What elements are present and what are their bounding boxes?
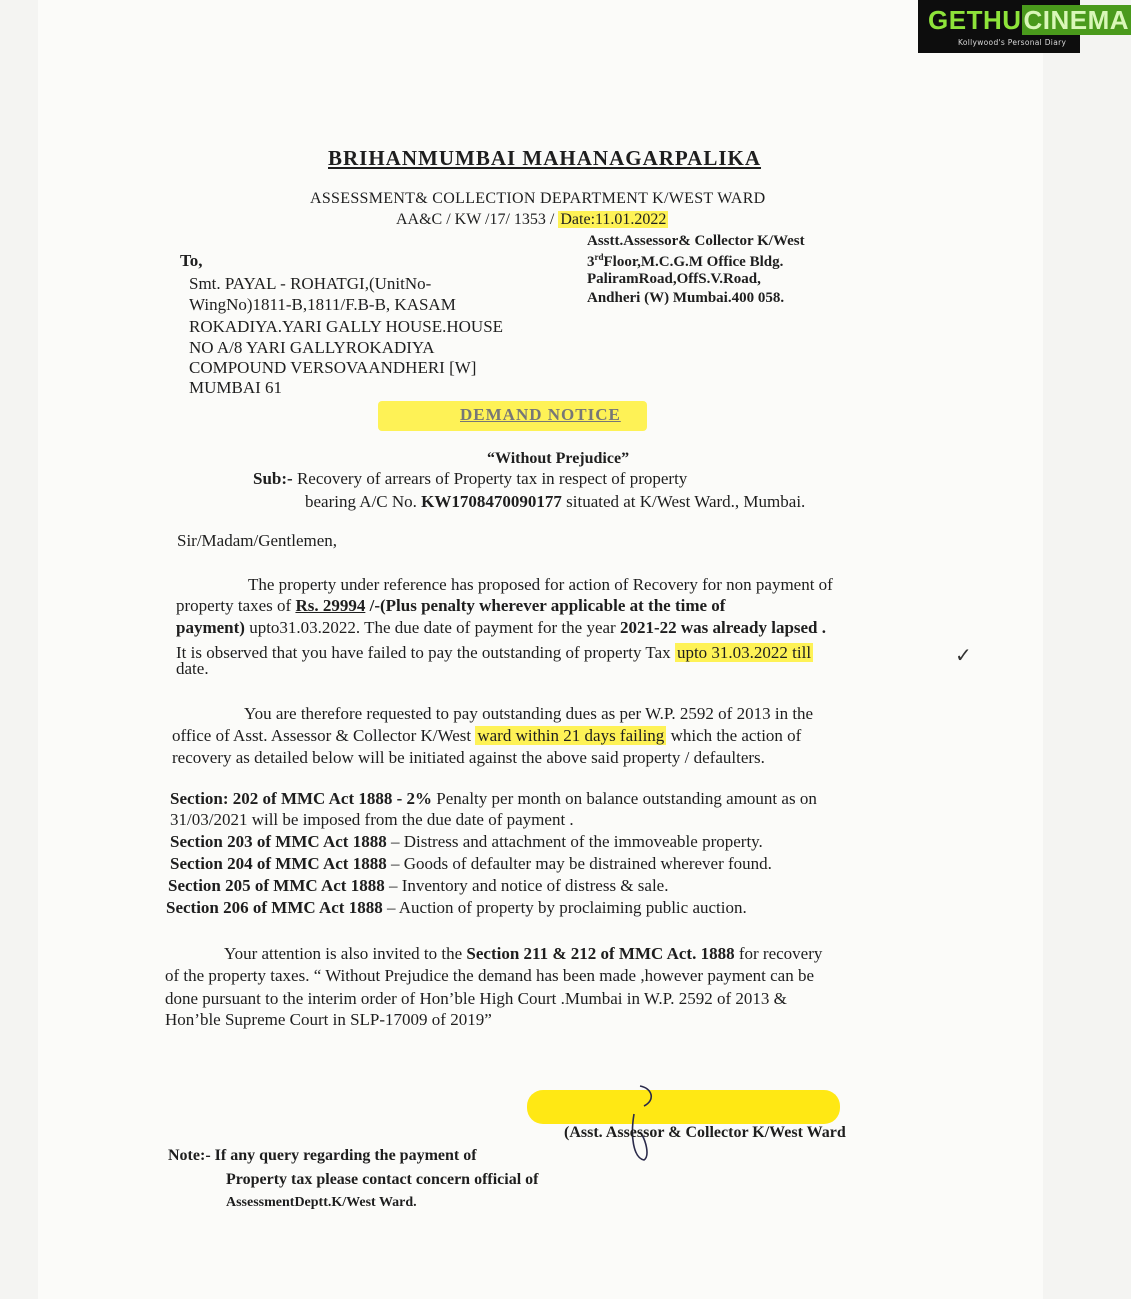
- section-line: Section 206 of MMC Act 1888 – Auction of property by proclaiming public auction.: [166, 898, 747, 917]
- department-line: ASSESSMENT& COLLECTION DEPARTMENT K/WEST WARD: [310, 190, 766, 207]
- signature-scribble: [600, 1078, 670, 1168]
- note-line-2: Property tax please contact concern official of: [226, 1171, 539, 1188]
- para1-line-5: date.: [176, 659, 209, 678]
- section-line: Section 205 of MMC Act 1888 – Inventory and notice of distress & sale.: [168, 876, 669, 895]
- para2-line-1: You are therefore requested to pay outstanding dues as per W.P. 2592 of 2013 in the: [244, 704, 814, 723]
- amount: Rs. 29994: [295, 596, 366, 615]
- subject-line-2: bearing A/C No. KW1708470090177 situated at K/West Ward., Mumbai.: [305, 492, 806, 511]
- note-line-3: AssessmentDeptt.K/West Ward.: [226, 1195, 417, 1210]
- address-line: NO A/8 YARI GALLYROKADIYA: [189, 338, 435, 357]
- address-line: WingNo)1811-B,1811/F.B-B, KASAM: [189, 295, 456, 314]
- notice-date: Date:11.01.2022: [560, 211, 667, 228]
- office-line-1: Asstt.Assessor& Collector K/West: [587, 233, 805, 249]
- office-line-3: PaliramRoad,OffS.V.Road,: [587, 271, 761, 287]
- reference-number: AA&C / KW /17/ 1353 / Date:11.01.2022: [396, 211, 667, 228]
- highlight-21-days: ward within 21 days failing: [477, 726, 665, 745]
- watermark-tagline: Kollywood's Personal Diary: [958, 38, 1067, 47]
- without-prejudice: “Without Prejudice”: [487, 450, 630, 467]
- section-line: Section 203 of MMC Act 1888 – Distress and attachment of the immoveable property.: [170, 832, 763, 851]
- para1-line-1: The property under reference has proposed for action of Recovery for non payment of: [248, 575, 833, 594]
- section-line: Section: 202 of MMC Act 1888 - 2% Penalty per month on balance outstanding amount as on: [170, 789, 817, 808]
- para2-line-3: recovery as detailed below will be initiated against the above said property / defaulters.: [172, 748, 765, 767]
- section-line: Section 204 of MMC Act 1888 – Goods of defaulter may be distrained wherever found.: [170, 854, 772, 873]
- org-title: BRIHANMUMBAI MAHANAGARPALIKA: [328, 146, 762, 170]
- signature-redaction: [527, 1090, 840, 1124]
- address-line: COMPOUND VERSOVAANDHERI [W]: [189, 358, 477, 377]
- to-label: To,: [180, 251, 203, 270]
- section-line: 31/03/2021 will be imposed from the due date of payment .: [170, 810, 574, 829]
- address-line: MUMBAI 61: [189, 378, 283, 397]
- highlight-due-date: upto 31.03.2022 till: [676, 643, 812, 662]
- office-line-2: 3rdFloor,M.C.G.M Office Bldg.: [587, 252, 784, 270]
- para2-line-2: office of Asst. Assessor & Collector K/West ward within 21 days failing which the action of: [172, 726, 802, 745]
- account-number: KW1708470090177: [421, 492, 562, 511]
- watermark-logo: [918, 0, 1130, 53]
- office-line-4: Andheri (W) Mumbai.400 058.: [587, 290, 785, 306]
- tick-mark: ✓: [955, 643, 972, 667]
- address-line: Smt. PAYAL - ROHATGI,(UnitNo-: [189, 274, 432, 293]
- para1-line-2: property taxes of Rs. 29994 /-(Plus penalty wherever applicable at the time of: [176, 596, 726, 615]
- note-line-1: Note:- If any query regarding the payment of: [168, 1147, 477, 1164]
- para3-line-3: done pursuant to the interim order of Hon’ble High Court .Mumbai in W.P. 2592 of 2013 &: [165, 989, 787, 1008]
- para3-line-1: Your attention is also invited to the Section 211 & 212 of MMC Act. 1888 for recovery: [224, 944, 823, 963]
- para1-line-3: payment) upto31.03.2022. The due date of payment for the year 2021-22 was already lapsed .: [176, 618, 827, 637]
- para3-line-2: of the property taxes. “ Without Prejudice the demand has been made ,however payment can be: [165, 966, 815, 985]
- watermark-brand: GETHUCINEMA: [928, 5, 1130, 35]
- demand-notice-title: DEMAND NOTICE: [378, 401, 647, 431]
- subject-line-1: Sub:- Recovery of arrears of Property tax in respect of property: [253, 469, 688, 488]
- address-line: ROKADIYA.YARI GALLY HOUSE.HOUSE: [189, 317, 504, 336]
- para3-line-4: Hon’ble Supreme Court in SLP-17009 of 2019”: [165, 1010, 492, 1029]
- para1-line-4: It is observed that you have failed to pay the outstanding of property Tax upto 31.03.2022 till: [176, 643, 812, 662]
- signatory-designation: (Asst. Assessor & Collector K/West Ward: [564, 1124, 846, 1141]
- salutation: Sir/Madam/Gentlemen,: [177, 531, 338, 550]
